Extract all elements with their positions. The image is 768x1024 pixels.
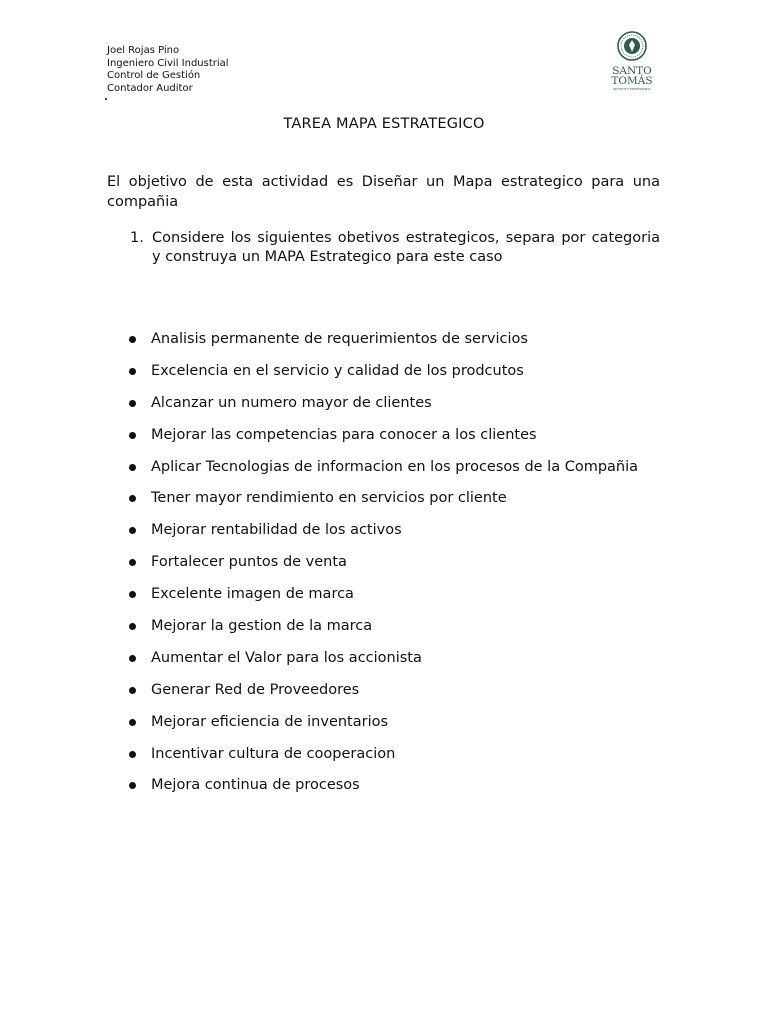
objective-text: Excelente imagen de marca	[151, 586, 354, 603]
objective-text: Analisis permanente de requerimientos de servicios	[151, 331, 528, 347]
author-specialty: Control de Gestión	[107, 70, 201, 81]
author-profession: Contador Auditor	[107, 82, 193, 94]
author-header	[107, 45, 229, 95]
objective-text: Mejorar la gestion de la marca	[151, 618, 373, 635]
list-item	[127, 392, 638, 424]
list-item	[127, 743, 638, 775]
list-item	[127, 647, 638, 679]
list-item	[127, 328, 638, 360]
objective-text: Mejorar las competencias para conocer a los clientes	[151, 426, 537, 443]
objective-text: Aplicar Tecnologias de informacion en los procesos de la Compañia	[151, 458, 639, 475]
bullet-icon	[129, 591, 136, 598]
logo-name-line2: TOMÁS	[611, 75, 653, 87]
list-item	[127, 711, 638, 743]
list-item	[127, 456, 638, 488]
bullet-icon	[129, 368, 136, 375]
objective-text: Generar Red de Proveedores	[151, 681, 360, 698]
objective-text: Incentivar cultura de cooperacion	[151, 745, 396, 762]
bullet-icon	[129, 559, 136, 566]
objective-text: Tener mayor rendimiento en servicios por cliente	[151, 490, 507, 507]
list-item	[127, 519, 638, 551]
bullet-icon	[129, 400, 136, 407]
santo-tomas-logo	[598, 30, 666, 98]
bullet-icon	[129, 687, 136, 694]
list-item	[127, 774, 638, 806]
objective-text: Alcanzar un numero mayor de clientes	[151, 394, 432, 411]
objective-text: Excelencia en el servicio y calidad de los prodcutos	[151, 362, 524, 379]
objective-text: Mejorar rentabilidad de los activos	[151, 522, 402, 539]
objective-text: Fortalecer puntos de venta	[151, 554, 347, 571]
bullet-icon	[129, 719, 136, 726]
instruction-number: 1.	[130, 230, 144, 246]
objective-text: Mejora continua de procesos	[151, 777, 360, 794]
bullet-icon	[129, 432, 136, 439]
bullet-icon	[129, 336, 136, 343]
list-item	[127, 679, 638, 711]
bullet-icon	[129, 655, 136, 662]
objectives-list	[127, 328, 638, 806]
bullet-icon	[129, 464, 136, 471]
author-title: Ingeniero Civil Industrial	[107, 57, 229, 69]
bullet-icon	[129, 527, 136, 534]
bullet-icon	[129, 751, 136, 758]
intro-paragraph: El objetivo de esta actividad es Diseñar un Mapa estrategico para una compañia	[107, 174, 660, 210]
list-item	[127, 583, 638, 615]
numbered-instruction	[130, 229, 660, 267]
list-item	[127, 360, 638, 392]
logo-subtitle: INSTITUTO PROFESIONAL	[613, 87, 651, 91]
list-item	[127, 615, 638, 647]
bullet-icon	[129, 623, 136, 630]
list-item	[127, 424, 638, 456]
list-item	[127, 551, 638, 583]
stray-mark	[105, 98, 107, 100]
objective-text: Mejorar eficiencia de inventarios	[151, 713, 389, 730]
list-item	[127, 487, 638, 519]
instruction-text: Considere los siguientes obetivos estrategicos, separa por categoria y construya un MAPA Estrategico para este caso	[152, 230, 660, 265]
logo-name-line1: SANTO	[612, 65, 652, 77]
bullet-icon	[129, 782, 136, 789]
author-name: Joel Rojas Pino	[107, 45, 180, 56]
page-title: TAREA MAPA ESTRATEGICO	[283, 116, 485, 132]
objective-text: Aumentar el Valor para los accionista	[151, 649, 422, 666]
bullet-icon	[129, 495, 136, 502]
